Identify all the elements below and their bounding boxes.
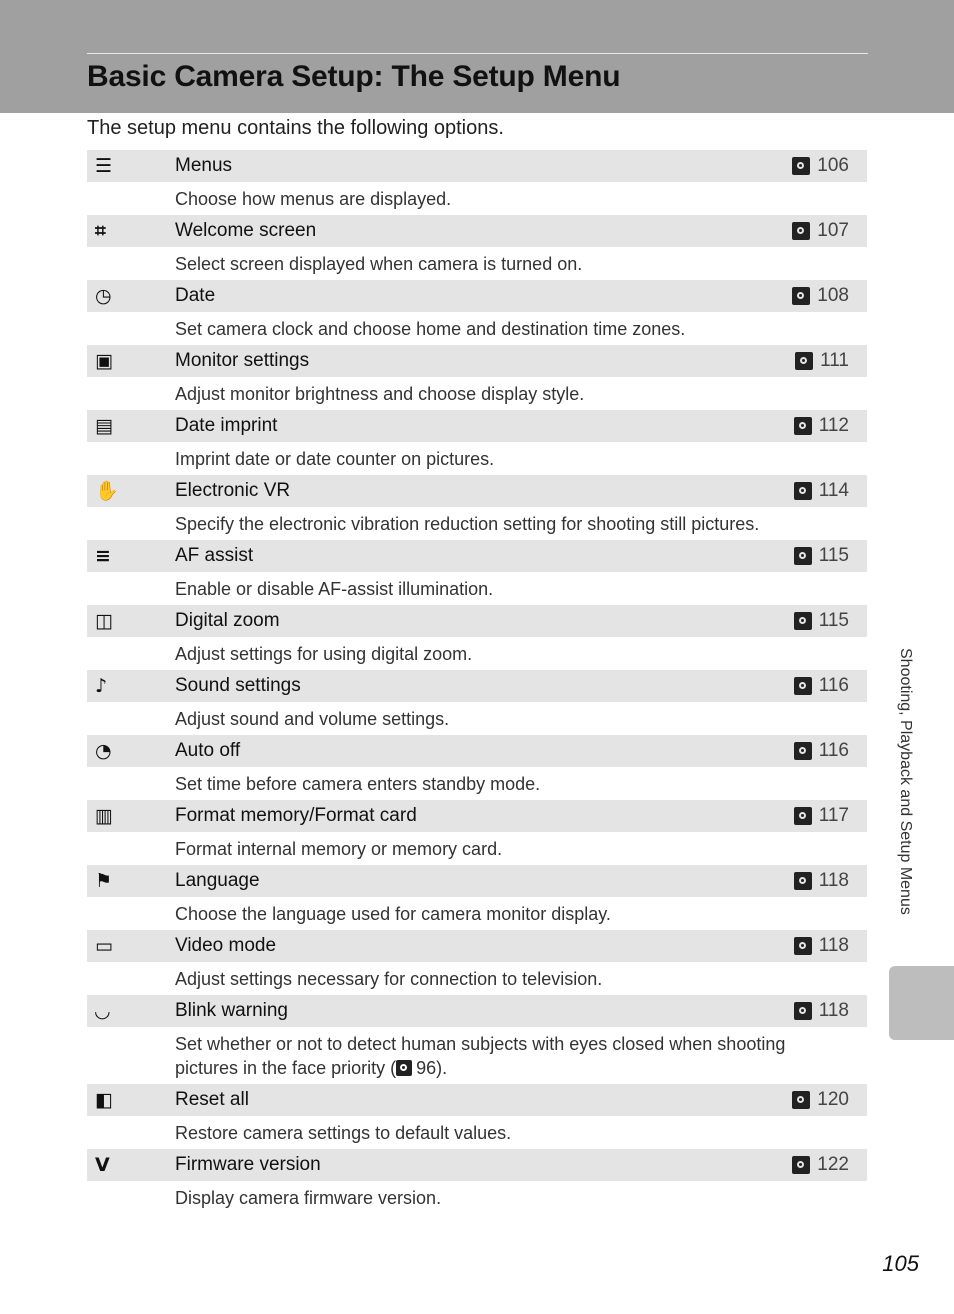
option-description [87, 1027, 867, 1084]
page-reference [794, 930, 849, 962]
header-rule [87, 53, 868, 54]
welcome-screen-icon: ⌗ [95, 220, 106, 242]
table-row [87, 280, 867, 312]
option-label: Welcome screen [175, 220, 317, 241]
page-reference-icon [794, 547, 812, 565]
page-reference-icon [794, 872, 812, 890]
page-reference-icon [794, 937, 812, 955]
page-number-ref: 114 [818, 480, 849, 501]
page-number-ref: 111 [820, 350, 849, 371]
page-reference-icon [396, 1060, 412, 1076]
af-assist-icon: ≡ [95, 545, 111, 567]
sound-settings-icon: ♪ [95, 675, 108, 697]
option-description: Format internal memory or memory card. [175, 839, 503, 859]
page-reference [794, 475, 849, 507]
option-description: Specify the electronic vibration reduction setting for shooting still pictures. [175, 514, 760, 534]
digital-zoom-icon: ◫ [95, 610, 113, 632]
page-reference-icon [794, 677, 812, 695]
page-number-ref: 118 [818, 870, 849, 891]
table-row [87, 930, 867, 962]
option-label: Auto off [175, 740, 241, 761]
option-label: Video mode [175, 935, 277, 956]
table-row [87, 1084, 867, 1116]
page-number-ref: 107 [817, 220, 849, 241]
blink-warning-icon: ◡ [95, 1000, 110, 1022]
page-number-ref: 106 [817, 155, 849, 176]
video-mode-icon: ▭ [95, 935, 113, 957]
option-label: Monitor settings [175, 350, 310, 371]
page-number-ref: 122 [817, 1154, 849, 1175]
option-label: Sound settings [175, 675, 301, 696]
option-description: Enable or disable AF-assist illumination. [175, 579, 494, 599]
option-description: Select screen displayed when camera is turned on. [175, 254, 583, 274]
option-description: Adjust settings necessary for connection to television. [175, 969, 603, 989]
page-title: Basic Camera Setup: The Setup Menu [87, 60, 621, 93]
page-reference-icon [792, 1091, 810, 1109]
page-reference-icon [792, 157, 810, 175]
option-label: Digital zoom [175, 610, 280, 631]
option-description: Set time before camera enters standby mode. [175, 774, 541, 794]
option-label: Menus [175, 155, 233, 176]
table-row [87, 540, 867, 572]
description-text-end: ). [436, 1058, 448, 1078]
table-row [87, 475, 867, 507]
page-reference [794, 605, 849, 637]
page-reference-icon [792, 287, 810, 305]
page-number-ref: 116 [818, 740, 849, 761]
page-reference [792, 150, 849, 182]
page-reference-icon [794, 742, 812, 760]
table-row [87, 865, 867, 897]
table-row [87, 410, 867, 442]
option-description: Adjust settings for using digital zoom. [175, 644, 473, 664]
language-icon: ⚑ [95, 870, 113, 892]
side-tab-text: Shooting, Playback and Setup Menus [897, 648, 914, 915]
description-text: Set whether or not to detect human subjects with eyes closed when shooting pictures in the face priority ( [175, 1034, 786, 1078]
page-number: 105 [882, 1251, 919, 1276]
option-label: Format memory/Format card [175, 805, 417, 826]
page-reference [794, 995, 849, 1027]
page-reference-icon [795, 352, 813, 370]
option-label: Date [175, 285, 216, 306]
page-reference [794, 865, 849, 897]
table-row [87, 800, 867, 832]
page-number-ref: 120 [817, 1089, 849, 1110]
date-imprint-icon: ▤ [95, 415, 113, 437]
option-description: Imprint date or date counter on pictures. [175, 449, 495, 469]
page-reference-icon [794, 807, 812, 825]
header-band [0, 0, 954, 113]
page-reference-icon [792, 1156, 810, 1174]
option-label: Reset all [175, 1089, 249, 1110]
page-number-ref: 112 [818, 415, 849, 436]
page-number-ref: 118 [818, 1000, 849, 1021]
setup-menu-table [87, 150, 867, 1214]
table-row [87, 605, 867, 637]
option-description: Restore camera settings to default values. [175, 1123, 512, 1143]
page-number-ref: 118 [818, 935, 849, 956]
option-description: Adjust sound and volume settings. [175, 709, 450, 729]
table-row [87, 345, 867, 377]
page-reference [792, 215, 849, 247]
option-label: Firmware version [175, 1154, 321, 1175]
electronic-vr-icon: ✋ [95, 480, 119, 502]
page-reference-icon [794, 482, 812, 500]
option-label: AF assist [175, 545, 254, 566]
table-row [87, 1149, 867, 1181]
page-reference [795, 345, 849, 377]
side-tab [889, 966, 954, 1040]
page-reference [794, 410, 849, 442]
option-description: Adjust monitor brightness and choose display style. [175, 384, 585, 404]
page-number-ref: 116 [818, 675, 849, 696]
table-row [87, 995, 867, 1027]
table-row [87, 150, 867, 182]
option-description: Set camera clock and choose home and destination time zones. [175, 319, 686, 339]
monitor-settings-icon: ▣ [95, 350, 113, 372]
option-description: Choose the language used for camera monitor display. [175, 904, 611, 924]
page-reference [794, 800, 849, 832]
option-description: Display camera firmware version. [175, 1188, 442, 1208]
option-label: Blink warning [175, 1000, 288, 1021]
page-reference [794, 540, 849, 572]
page-number-ref: 108 [817, 285, 849, 306]
page-reference [792, 280, 849, 312]
table-row [87, 670, 867, 702]
option-label: Language [175, 870, 260, 891]
menus-icon: ☰ [95, 155, 113, 177]
table-row [87, 735, 867, 767]
page-reference-icon [792, 222, 810, 240]
page-number-ref: 115 [818, 545, 849, 566]
page-number-ref: 117 [818, 805, 849, 826]
firmware-version-icon: V [95, 1154, 110, 1176]
auto-off-icon: ◔ [95, 740, 112, 762]
inline-page-ref: 96 [416, 1058, 437, 1078]
option-description: Choose how menus are displayed. [175, 189, 452, 209]
date-icon: ◷ [95, 285, 112, 307]
page-reference-icon [794, 417, 812, 435]
page-reference [794, 735, 849, 767]
option-label: Date imprint [175, 415, 278, 436]
page-number-ref: 115 [818, 610, 849, 631]
intro-text: The setup menu contains the following options. [87, 117, 504, 139]
page-reference-icon [794, 1002, 812, 1020]
page-reference [792, 1149, 849, 1181]
reset-all-icon: ◧ [95, 1089, 113, 1111]
format-memory-icon: ▥ [95, 805, 113, 827]
option-label: Electronic VR [175, 480, 291, 501]
page-reference-icon [794, 612, 812, 630]
table-row [87, 215, 867, 247]
page-reference [794, 670, 849, 702]
page-reference [792, 1084, 849, 1116]
